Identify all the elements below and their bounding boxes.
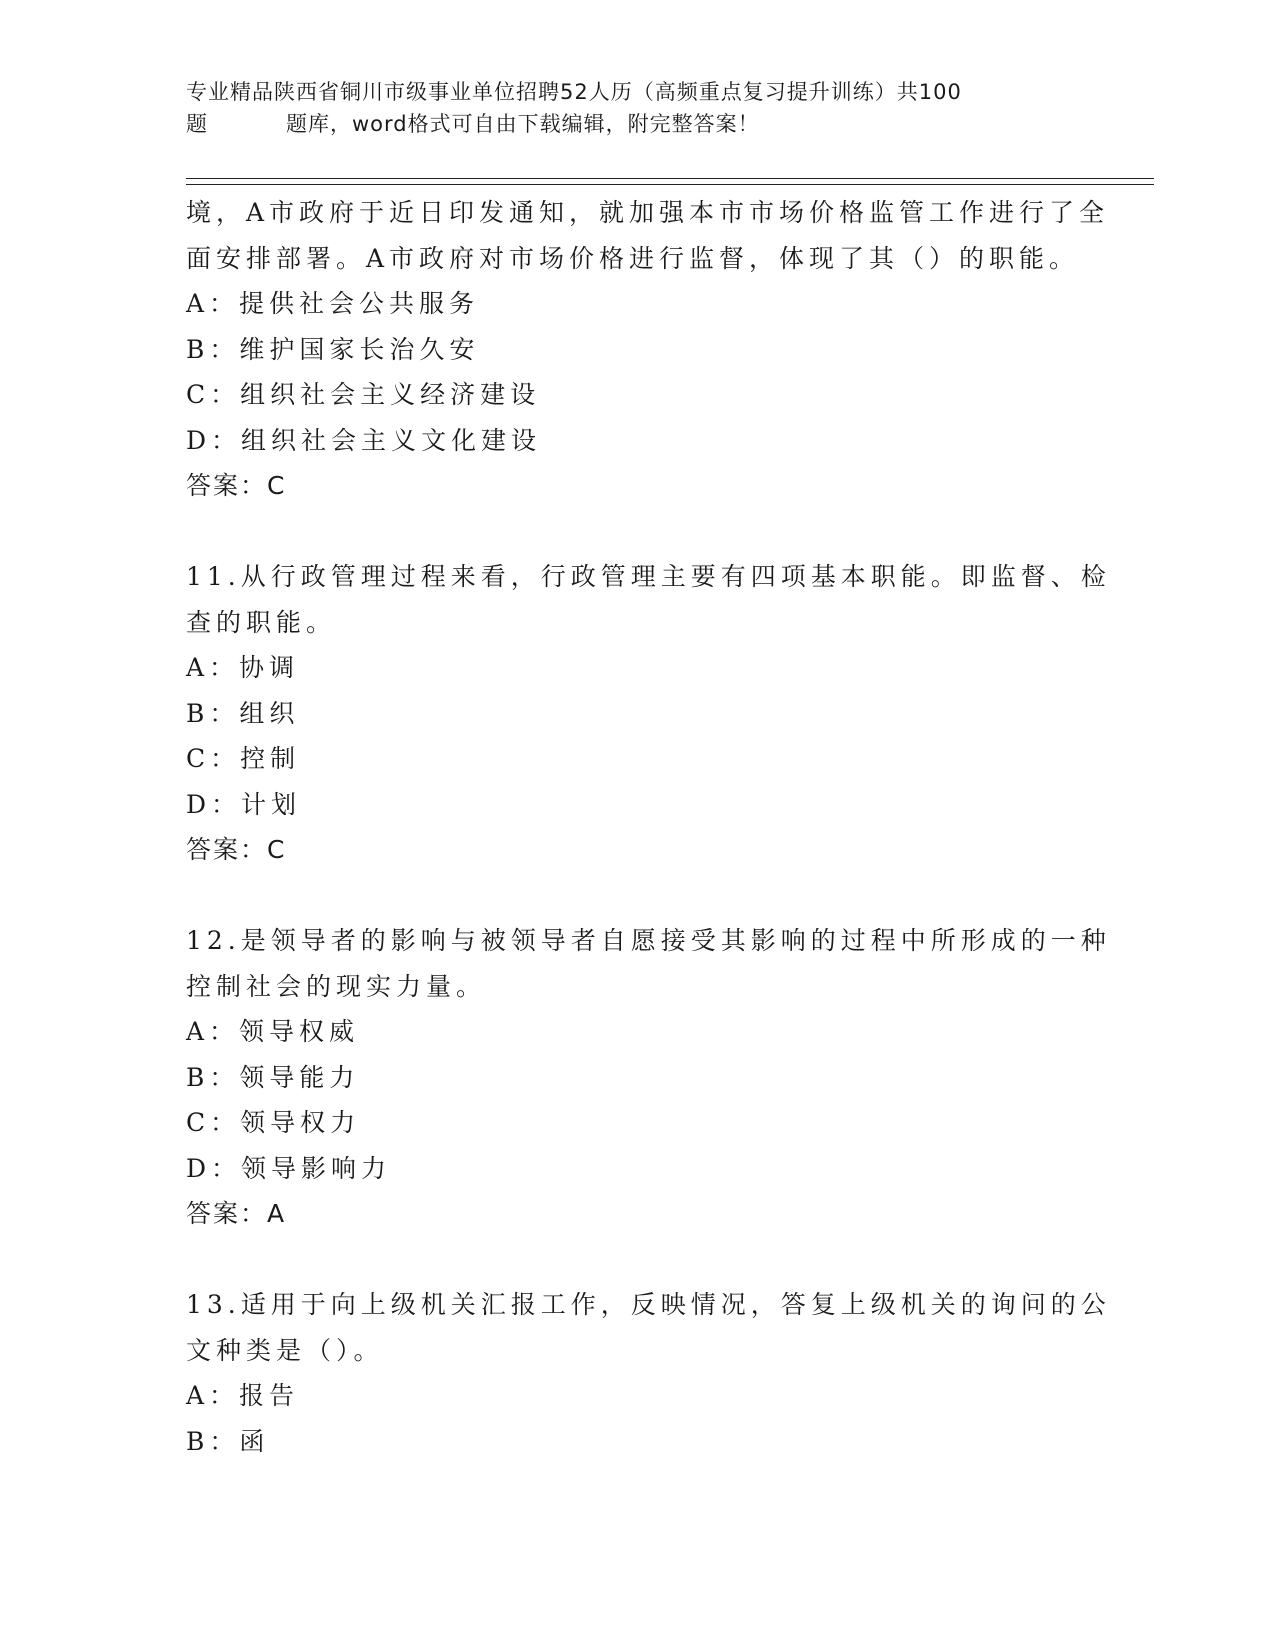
question-12: [186, 918, 1111, 1237]
option-a: A：领导权威: [186, 1017, 360, 1046]
option-a: A：报告: [186, 1381, 300, 1410]
header-title-line1: 专业精品陕西省铜川市级事业单位招聘52人历（高频重点复习提升训练）共100: [186, 80, 962, 104]
question-list: [186, 190, 1111, 1464]
answer: 答案：C: [186, 835, 287, 864]
question-text: 13.适用于向上级机关汇报工作，反映情况，答复上级机关的询问的公: [186, 1290, 1111, 1319]
option-a: A：提供社会公共服务: [186, 289, 480, 318]
question-spacer: [186, 873, 1086, 919]
answer: 答案：A: [186, 1199, 287, 1228]
question-10: [186, 190, 1110, 509]
option-b: B：维护国家长治久安: [186, 334, 480, 364]
option-d: D：组织社会主义文化建设: [186, 425, 542, 455]
question-text: 面安排部署。A市政府对市场价格进行监督，体现了其（）的职能。: [186, 243, 1080, 273]
question-11: [186, 554, 1111, 873]
option-b: B：组织: [186, 698, 300, 728]
option-c: C：领导权力: [186, 1108, 361, 1137]
header-title-word: 题: [186, 112, 208, 136]
option-d: D：领导影响力: [186, 1153, 392, 1183]
question-13: [186, 1282, 1111, 1464]
option-d: D：计划: [186, 789, 302, 819]
header-title-rest: 题库，word格式可自由下载编辑，附完整答案！: [286, 112, 760, 136]
question-text: 12.是领导者的影响与被领导者自愿接受其影响的过程中所形成的一种: [186, 926, 1111, 955]
question-text: 境，A市政府于近日印发通知，就加强本市市场价格监管工作进行了全: [186, 198, 1110, 227]
option-c: C：控制: [186, 744, 301, 773]
question-spacer: [186, 1237, 1086, 1283]
option-c: C：组织社会主义经济建设: [186, 380, 541, 409]
option-b: B：函: [186, 1426, 270, 1456]
document-header: [186, 76, 1086, 140]
option-a: A：协调: [186, 653, 300, 682]
question-text: 查的职能。: [186, 607, 337, 637]
question-text: 11.从行政管理过程来看，行政管理主要有四项基本职能。即监督、检: [186, 562, 1111, 591]
question-spacer: [186, 509, 1086, 555]
header-title-line2: [186, 108, 1086, 140]
header-divider-bottom: [186, 184, 1154, 185]
header-divider-top: [186, 178, 1154, 179]
question-text: 文种类是（）。: [186, 1335, 384, 1365]
option-b: B：领导能力: [186, 1062, 360, 1092]
question-text: 控制社会的现实力量。: [186, 971, 487, 1001]
answer: 答案：C: [186, 471, 287, 500]
